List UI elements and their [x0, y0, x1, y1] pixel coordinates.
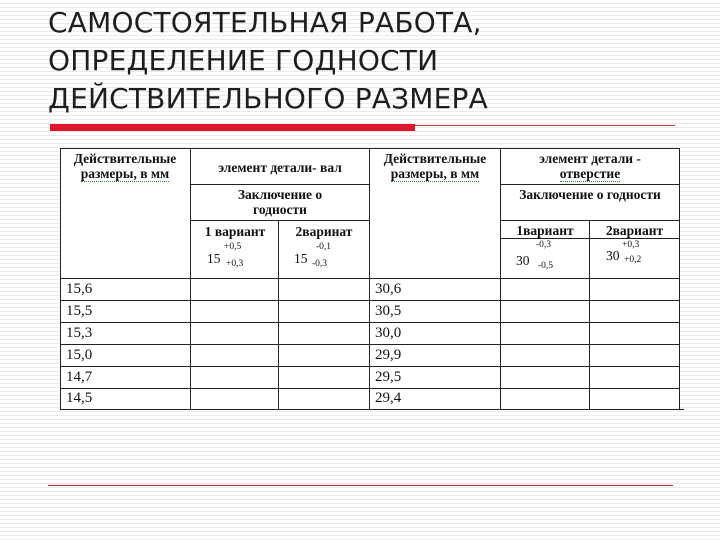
table-border	[679, 148, 680, 410]
left-row-value: 14,5	[66, 390, 93, 406]
left-conclusion-line2: годности	[253, 202, 307, 217]
title-line-3: ДЕЙСТВИТЕЛЬНОГО РАЗМЕРА	[48, 82, 488, 115]
left-v1-upper: +0,5	[224, 242, 242, 252]
left-variant1-label	[192, 224, 278, 239]
right-variant2-label	[591, 223, 678, 238]
right-row-value: 29,9	[375, 347, 402, 363]
table-border	[190, 220, 370, 221]
left-variant2-label	[280, 224, 368, 239]
left-v1-lower: +0,3	[226, 259, 244, 269]
right-col-header-line2	[371, 166, 499, 181]
right-v2-upper: +0,3	[622, 240, 640, 250]
title-line-2: ОПРЕДЕЛЕНИЕ ГОДНОСТИ	[48, 44, 439, 77]
slide-title	[48, 4, 688, 118]
right-col-header-line1: Действительные	[383, 151, 487, 166]
left-variant1-text: 1 вариант	[204, 224, 266, 239]
left-col-header-line2	[62, 166, 188, 181]
table-border	[60, 148, 61, 410]
right-v2-nominal: 30	[606, 248, 620, 263]
right-element-line2	[502, 166, 678, 181]
left-element-header	[192, 160, 368, 175]
right-row-value: 29,4	[375, 390, 402, 406]
table-border	[500, 238, 680, 239]
left-row-value: 15,3	[66, 325, 93, 341]
right-v1-upper: -0,3	[536, 240, 552, 250]
table-border	[500, 184, 680, 185]
title-underline	[415, 125, 675, 126]
table-border	[60, 300, 680, 301]
right-element-line2-text: отверстие	[559, 166, 621, 181]
table-border	[500, 148, 501, 410]
table-border	[60, 278, 680, 279]
table-border	[60, 366, 680, 367]
left-row-value: 14,7	[66, 369, 93, 385]
right-v1-nominal: 30	[516, 253, 530, 268]
left-conclusion-header	[192, 187, 368, 217]
work-table	[60, 148, 680, 410]
right-v2-lower: +0,2	[624, 255, 642, 265]
right-variant1-text: 1вариант	[516, 223, 574, 238]
left-element-header-text: элемент детали- вал	[218, 160, 342, 175]
left-v2-nominal: 15	[294, 251, 308, 266]
title-line-1: САМОСТОЯТЕЛЬНАЯ РАБОТА,	[48, 6, 482, 39]
table-border	[278, 220, 279, 410]
table-border	[60, 388, 680, 389]
table-border	[190, 148, 191, 410]
right-variant1-label	[502, 223, 588, 238]
right-element-header	[502, 151, 678, 181]
right-col-header	[371, 151, 499, 181]
title-accent-bar	[50, 124, 415, 131]
left-col-header-line2-text: размеры, в мм	[80, 166, 170, 181]
right-row-value: 29,5	[375, 369, 402, 385]
table-border	[60, 344, 680, 345]
left-v1-nominal: 15	[207, 251, 221, 266]
table-border	[190, 184, 370, 185]
right-row-value: 30,6	[375, 281, 402, 297]
left-row-value: 15,6	[66, 281, 93, 297]
table-border	[60, 409, 684, 410]
left-variant2-text: 2варинат	[295, 224, 353, 239]
left-col-header-line1: Действительные	[73, 151, 177, 166]
right-row-value: 30,5	[375, 303, 402, 319]
right-v1-lower: -0,5	[538, 261, 554, 271]
left-col-header	[62, 151, 188, 181]
table-border	[369, 148, 370, 410]
right-conclusion-header	[502, 187, 678, 202]
right-row-value: 30,0	[375, 325, 402, 341]
footer-divider	[48, 485, 673, 486]
left-row-value: 15,0	[66, 347, 93, 363]
right-element-line1: элемент детали -	[539, 151, 641, 166]
right-conclusion-text: Заключение о годности	[519, 187, 661, 202]
right-variant2-text: 2вариант	[605, 223, 664, 238]
table-border	[60, 148, 680, 149]
left-v2-lower: -0,3	[312, 259, 328, 269]
left-v2-upper: -0,1	[316, 242, 332, 252]
table-border	[589, 220, 590, 410]
left-row-value: 15,5	[66, 303, 93, 319]
left-conclusion-line1: Заключение о	[237, 187, 323, 202]
right-col-header-line2-text: размеры, в мм	[390, 166, 480, 181]
table-border	[500, 220, 680, 221]
table-border	[60, 322, 680, 323]
